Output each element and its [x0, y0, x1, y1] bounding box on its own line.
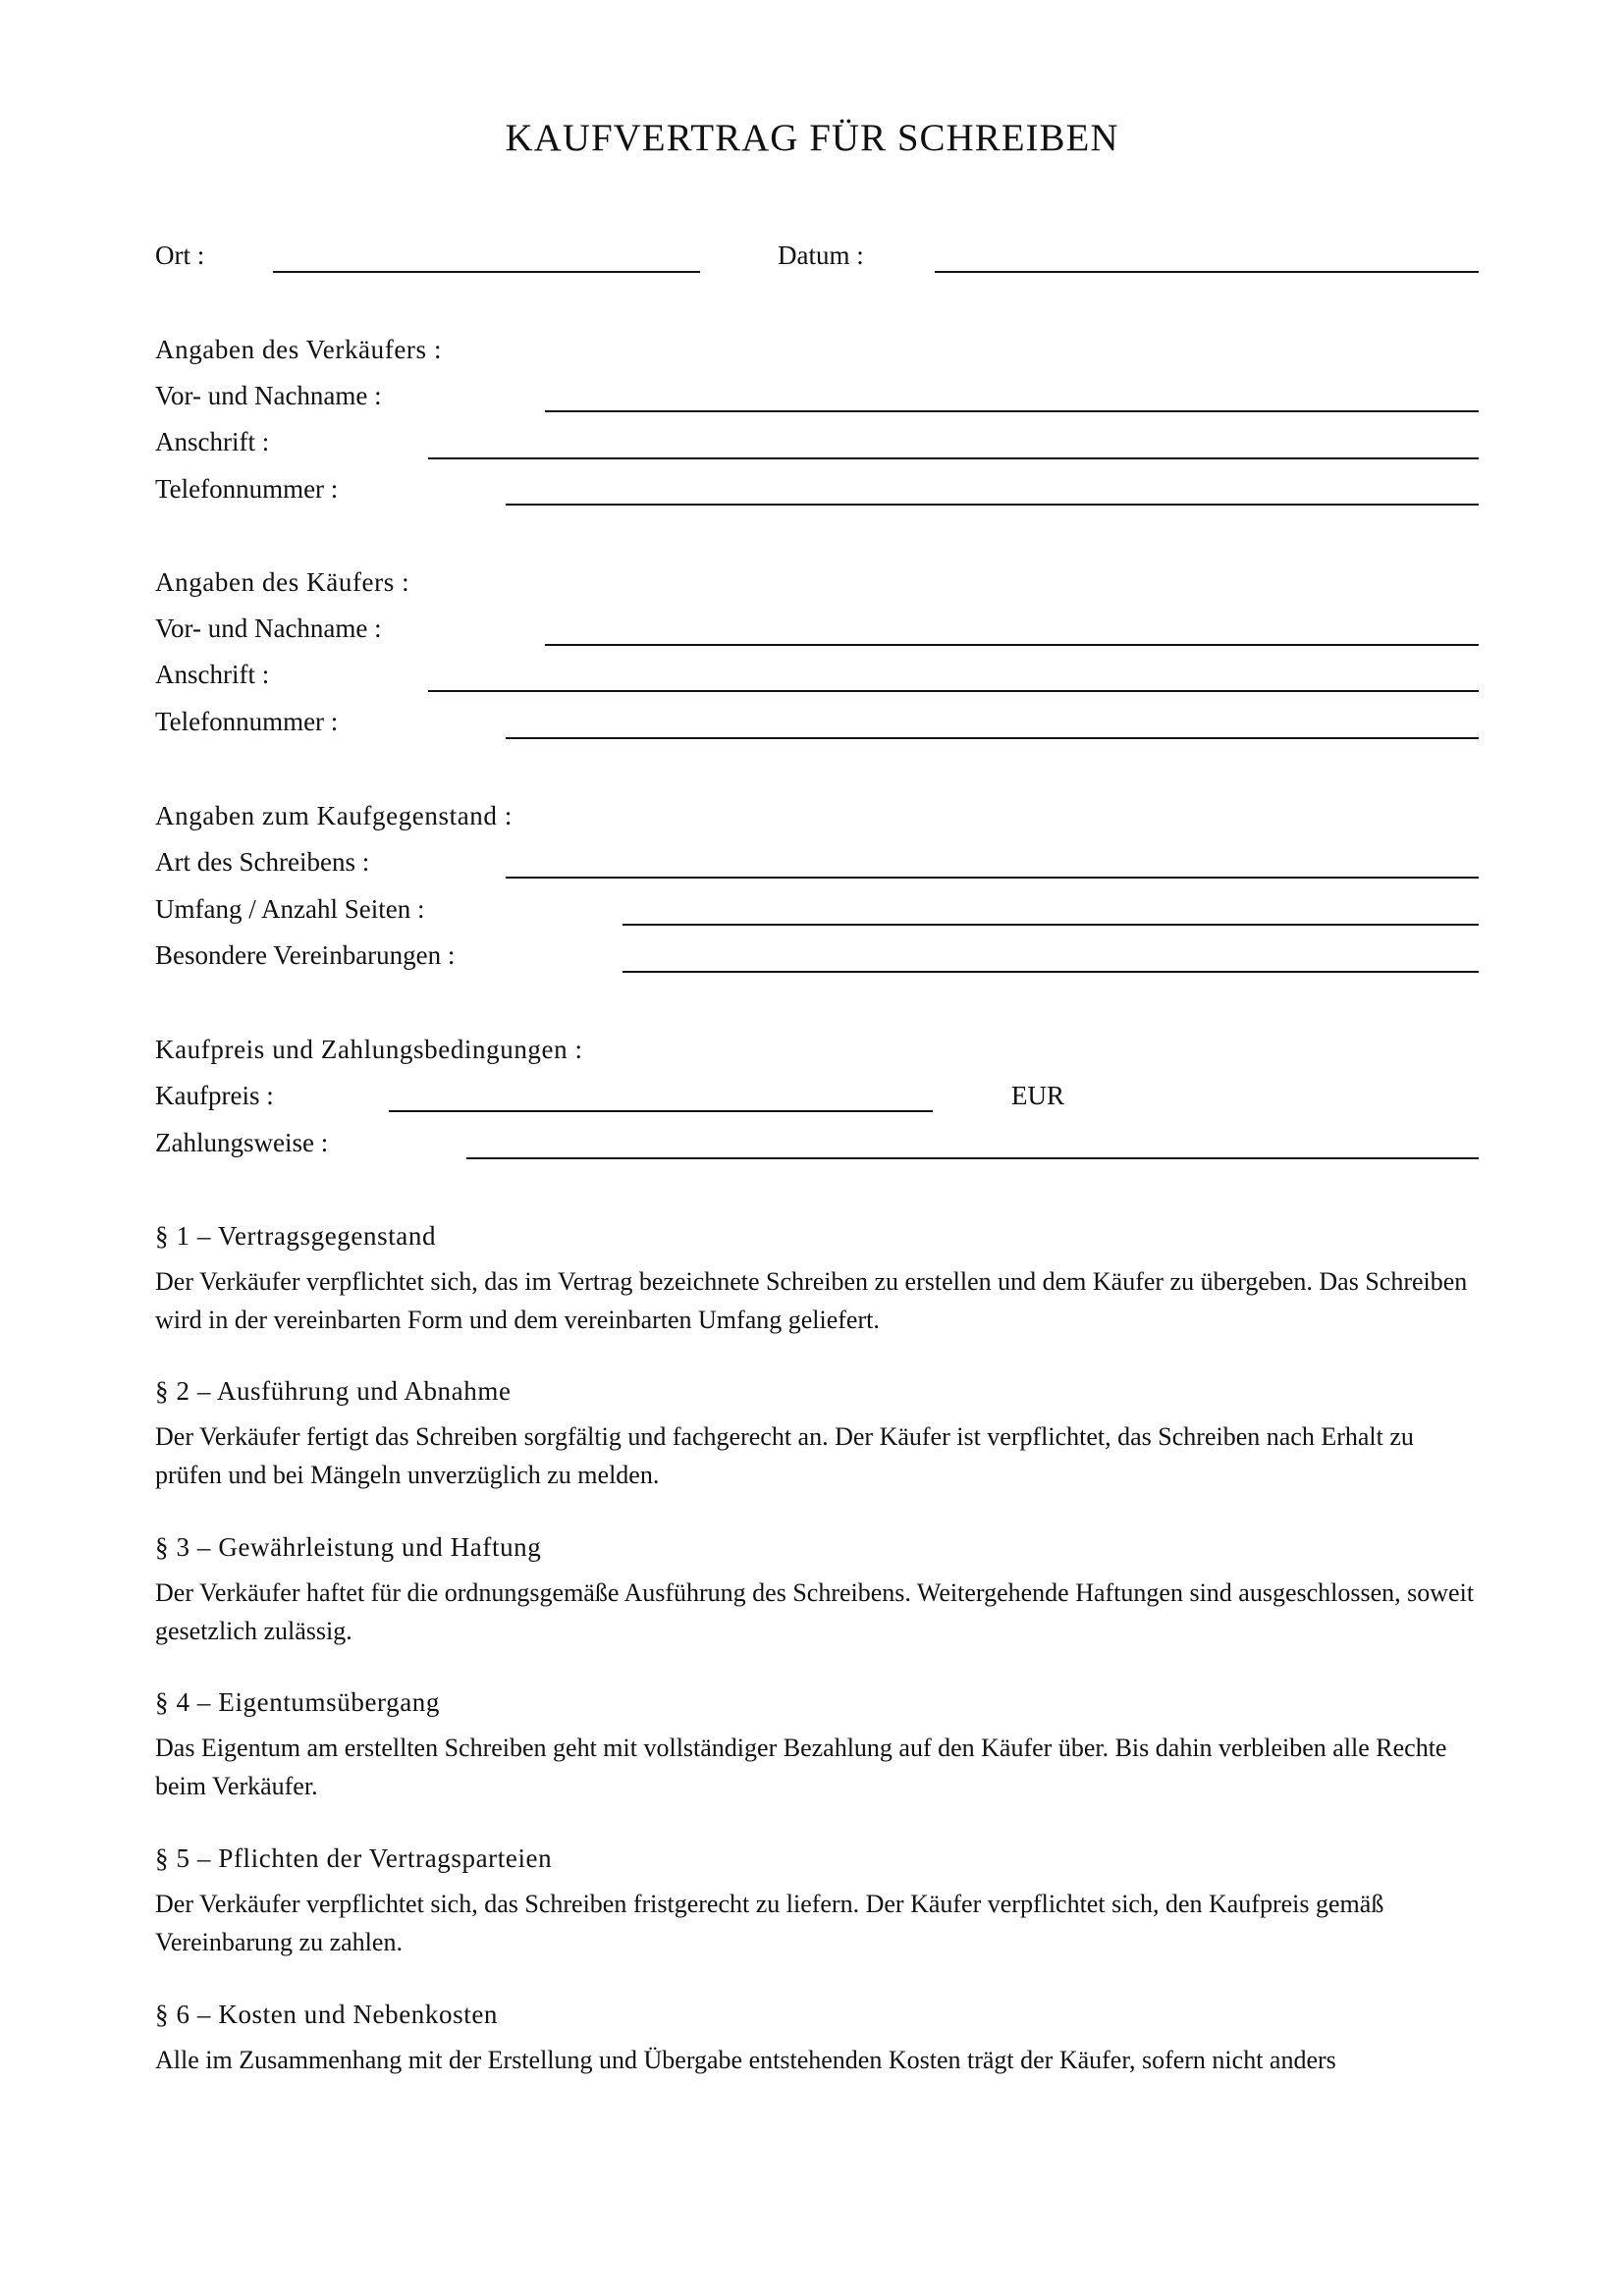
payment-method-field[interactable]: [466, 1157, 1479, 1159]
buyer-address-label: Anschrift :: [155, 660, 270, 689]
section-heading: § 4 – Eigentumsübergang: [155, 1687, 441, 1717]
seller-name-field[interactable]: [545, 410, 1479, 412]
ort-label: Ort :: [155, 240, 205, 270]
item-type-label: Art des Schreibens :: [155, 847, 370, 877]
section-text: Der Verkäufer verpflichtet sich, das im Vertrag bezeichnete Schreiben zu erstellen und dem Käufer zu übergeben. Das Schreiben wird in der vereinbarten Form und dem vereinbarten Umfang geliefert.: [155, 1267, 1468, 1334]
section-heading: § 2 – Ausführung und Abnahme: [155, 1376, 512, 1406]
payment-heading: Kaufpreis und Zahlungsbedingungen :: [155, 1035, 583, 1064]
item-scope-field[interactable]: [623, 924, 1479, 926]
section-heading: § 1 – Vertragsgegenstand: [155, 1221, 437, 1251]
item-special-label: Besondere Vereinbarungen :: [155, 940, 456, 970]
seller-phone-label: Telefonnummer :: [155, 474, 339, 504]
section-text: Das Eigentum am erstellten Schreiben geht mit vollständiger Bezahlung auf den Käufer über. Bis dahin verbleiben alle Rechte beim Verkäufer.: [155, 1734, 1447, 1800]
payment-method-label: Zahlungsweise :: [155, 1128, 329, 1157]
section-text: Der Verkäufer fertigt das Schreiben sorgfältig und fachgerecht an. Der Käufer ist verpflichtet, das Schreiben nach Erhalt zu prüfen und bei Mängeln unverzüglich zu melden.: [155, 1422, 1414, 1489]
seller-address-label: Anschrift :: [155, 427, 270, 456]
buyer-name-field[interactable]: [545, 644, 1479, 646]
section-text: Der Verkäufer haftet für die ordnungsgemäße Ausführung des Schreibens. Weitergehende Haftungen sind ausgeschlossen, soweit gesetzlich zulässig.: [155, 1578, 1475, 1645]
section-heading: § 3 – Gewährleistung und Haftung: [155, 1532, 542, 1562]
price-label: Kaufpreis :: [155, 1081, 274, 1110]
price-field[interactable]: [389, 1110, 933, 1112]
seller-name-label: Vor- und Nachname :: [155, 381, 382, 410]
document-title: KAUFVERTRAG FÜR SCHREIBEN: [505, 117, 1119, 159]
item-special-field[interactable]: [623, 971, 1479, 973]
currency-label: EUR: [1011, 1081, 1064, 1110]
buyer-address-field[interactable]: [428, 690, 1479, 692]
item-heading: Angaben zum Kaufgegenstand :: [155, 801, 513, 830]
section-heading: § 6 – Kosten und Nebenkosten: [155, 2000, 498, 2029]
buyer-name-label: Vor- und Nachname :: [155, 614, 382, 643]
seller-phone-field[interactable]: [506, 504, 1479, 506]
buyer-heading: Angaben des Käufers :: [155, 567, 410, 597]
datum-label: Datum :: [778, 240, 864, 270]
ort-field[interactable]: [273, 271, 700, 273]
seller-address-field[interactable]: [428, 457, 1479, 459]
section-text: Der Verkäufer verpflichtet sich, das Schreiben fristgerecht zu liefern. Der Käufer verpflichtet sich, den Kaufpreis gemäß Vereinbarung zu zahlen.: [155, 1890, 1384, 1956]
section-heading: § 5 – Pflichten der Vertragsparteien: [155, 1843, 553, 1873]
buyer-phone-field[interactable]: [506, 737, 1479, 739]
item-type-field[interactable]: [506, 877, 1479, 879]
seller-heading: Angaben des Verkäufers :: [155, 335, 443, 364]
datum-field[interactable]: [935, 271, 1479, 273]
item-scope-label: Umfang / Anzahl Seiten :: [155, 894, 425, 924]
section-text: Alle im Zusammenhang mit der Erstellung und Übergabe entstehenden Kosten trägt der Käufer, sofern nicht anders: [155, 2046, 1336, 2074]
buyer-phone-label: Telefonnummer :: [155, 707, 339, 736]
